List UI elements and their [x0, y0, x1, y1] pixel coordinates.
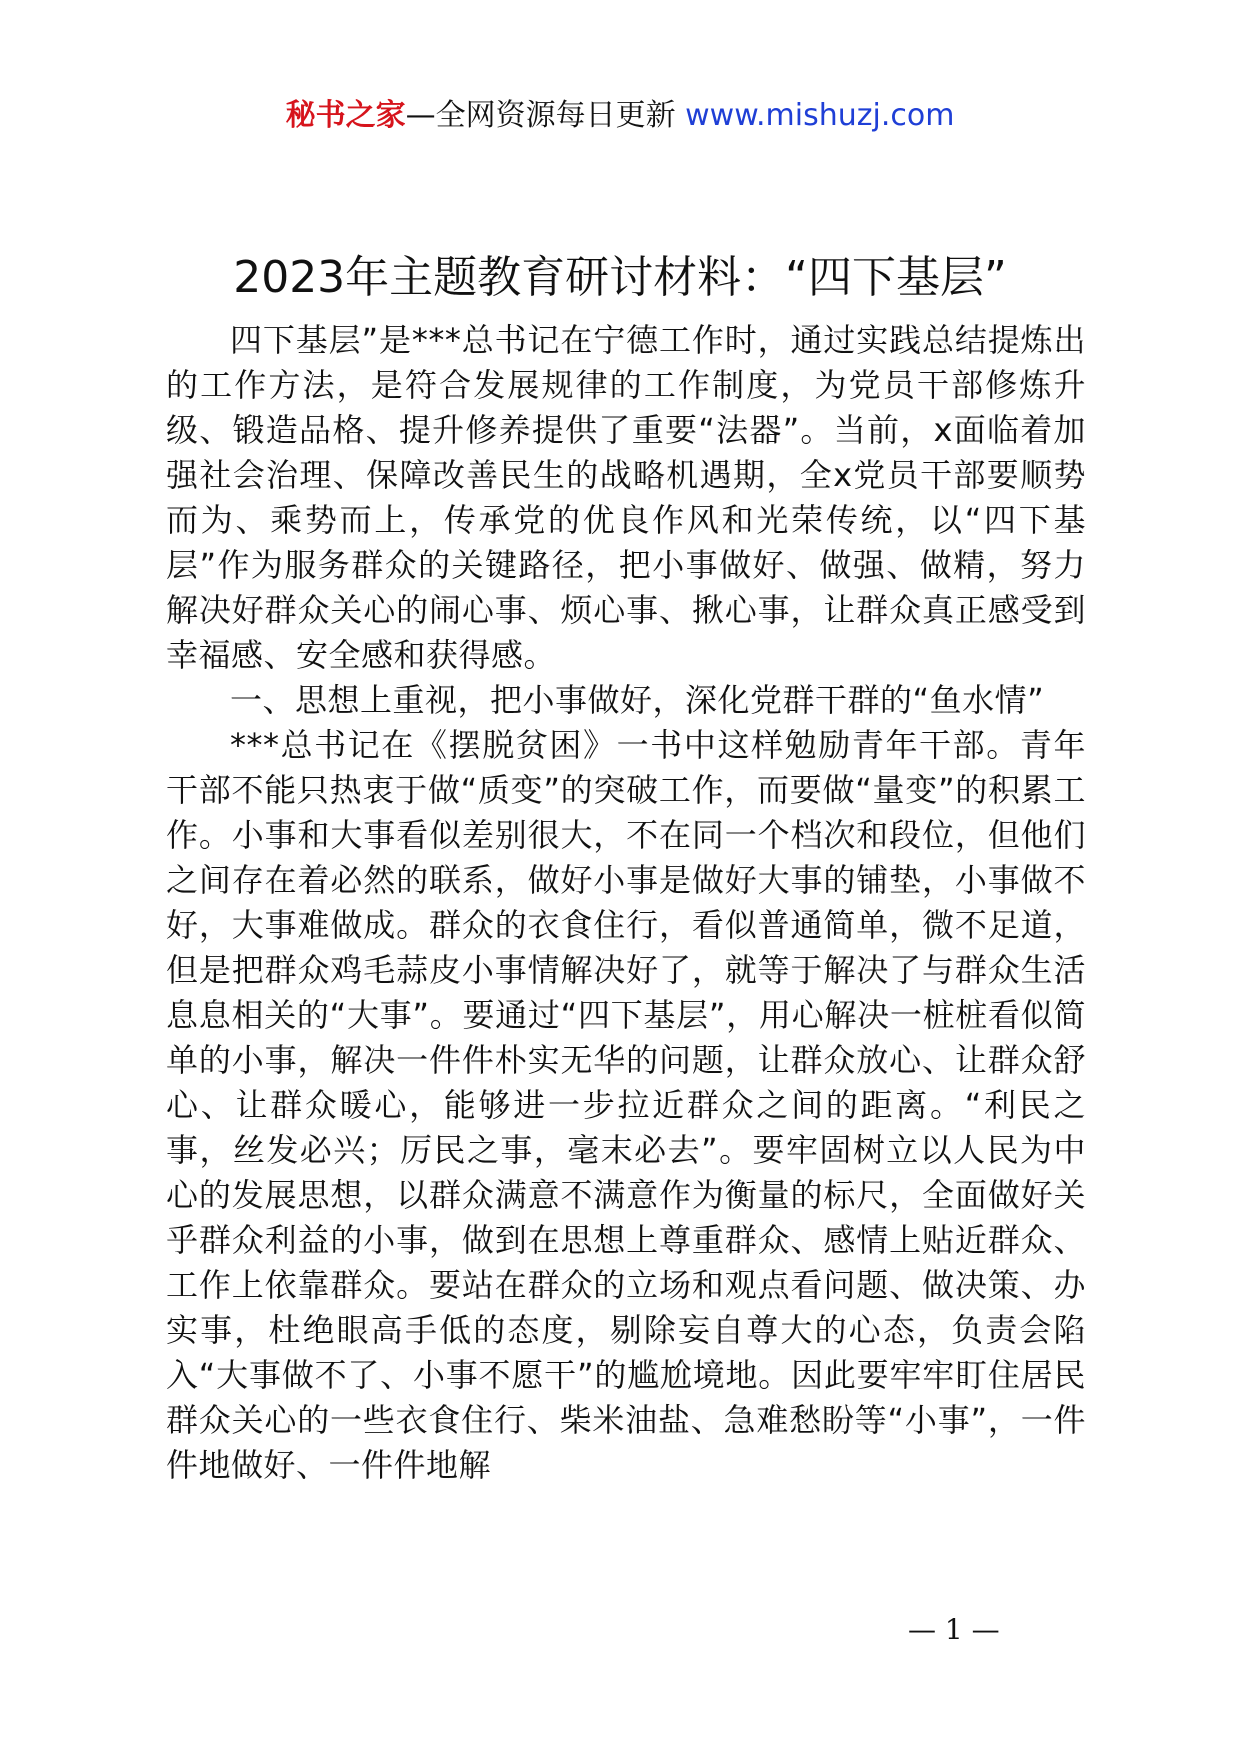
- brand-name: 秘书之家: [285, 98, 406, 133]
- site-header: [0, 96, 1240, 136]
- paragraph-intro: 四下基层”是***总书记在宁德工作时，通过实践总结提炼出的工作方法，是符合发展规律的工作制度，为党员干部修炼升级、锻造品格、提升修养提供了重要“法器”。当前，x面临着加强社会治理、保障改善民生的战略机遇期，全x党员干部要顺势而为、乘势而上，传承党的优良作风和光荣传统，以“四下基层”作为服务群众的关键路径，把小事做好、做强、做精，努力解决好群众关心的闹心事、烦心事、揪心事，让群众真正感受到幸福感、安全感和获得感。: [166, 321, 1086, 674]
- document-body: [166, 318, 1086, 1488]
- paragraph-section-1: ***总书记在《摆脱贫困》一书中这样勉励青年干部。青年干部不能只热衷于做“质变”的突破工作，而要做“量变”的积累工作。小事和大事看似差别很大，不在同一个档次和段位，但他们之间存在着必然的联系，做好小事是做好大事的铺垫，小事做不好，大事难做成。群众的衣食住行，看似普通简单，微不足道，但是把群众鸡毛蒜皮小事情解决好了，就等于解决了与群众生活息息相关的“大事”。要通过“四下基层”，用心解决一桩桩看似简单的小事，解决一件件朴实无华的问题，让群众放心、让群众舒心、让群众暖心，能够进一步拉近群众之间的距离。“利民之事，丝发必兴；厉民之事，毫末必去”。要牢固树立以人民为中心的发展思想，以群众满意不满意作为衡量的标尺，全面做好关乎群众利益的小事，做到在思想上尊重群众、感情上贴近群众、工作上依靠群众。要站在群众的立场和观点看问题、做决策、办实事，杜绝眼高手低的态度，剔除妄自尊大的心态，负责会陷入“大事做不了、小事不愿干”的尴尬境地。因此要牢牢盯住居民群众关心的一些衣食住行、柴米油盐、急难愁盼等“小事”，一件件地做好、一件件地解: [166, 726, 1086, 1484]
- site-url-link[interactable]: www.mishuzj.com: [685, 98, 955, 133]
- header-tagline: —全网资源每日更新: [405, 98, 686, 133]
- section-heading-1: 一、思想上重视，把小事做好，深化党群干群的“鱼水情”: [230, 681, 1045, 719]
- page-number: — 1 —: [908, 1613, 1000, 1646]
- document-title: 2023年主题教育研讨材料：“四下基层”: [233, 252, 1007, 303]
